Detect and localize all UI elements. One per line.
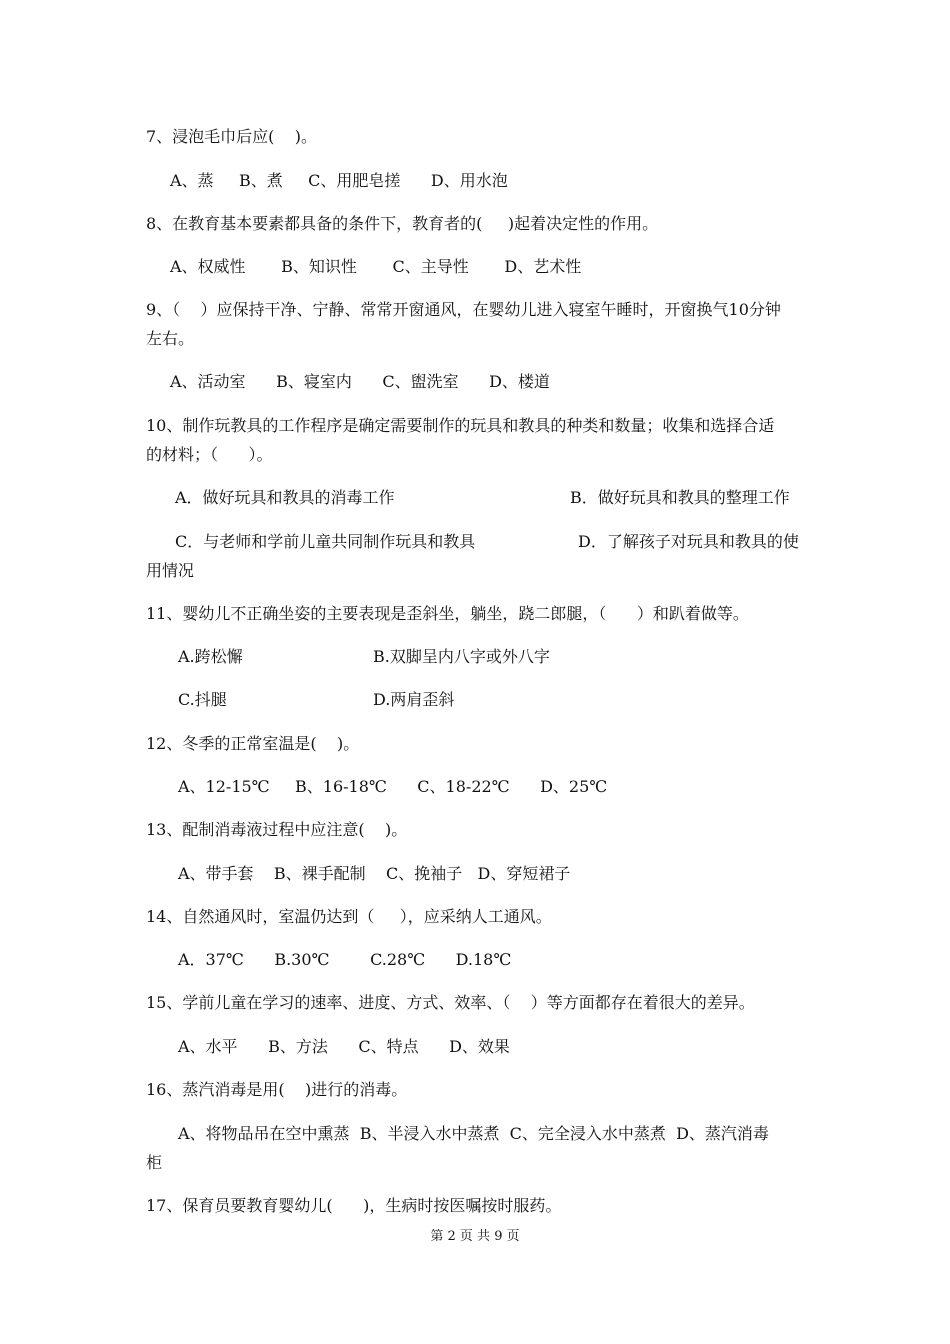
- question-14-options: A．37℃ B.30℃ C.28℃ D.18℃: [178, 950, 512, 969]
- question-12-stem: 12、冬季的正常室温是( )。: [146, 734, 360, 753]
- question-11-option-d: D.两肩歪斜: [373, 690, 455, 709]
- question-9-options: A、活动室 B、寝室内 C、盥洗室 D、楼道: [170, 372, 550, 391]
- question-17-stem: 17、保育员要教育婴幼儿( )，生病时按医嘱按时服药。: [146, 1196, 562, 1215]
- question-11-option-b: B.双脚呈内八字或外八字: [373, 647, 550, 666]
- question-15-options: A、水平 B、方法 C、特点 D、效果: [178, 1037, 510, 1056]
- question-10-stem-line1: 10、制作玩教具的工作程序是确定需要制作的玩具和教具的种类和数量；收集和选择合适: [146, 416, 775, 435]
- question-16-stem: 16、蒸汽消毒是用( )进行的消毒。: [146, 1080, 408, 1099]
- question-10-option-c: C．与老师和学前儿童共同制作玩具和教具: [175, 532, 476, 551]
- question-15-stem: 15、学前儿童在学习的速率、进度、方式、效率、（ ）等方面都存在着很大的差异。: [146, 993, 755, 1012]
- question-10-stem-line2: 的材料；（ ）。: [146, 445, 273, 464]
- question-7-stem: 7、浸泡毛巾后应( )。: [146, 127, 318, 146]
- question-13-stem: 13、配制消毒液过程中应注意( )。: [146, 820, 408, 839]
- question-11-option-c: C.抖腿: [178, 690, 227, 709]
- question-9-stem-line1: 9、（ ）应保持干净、宁静、常常开窗通风，在婴幼儿进入寝室午睡时，开窗换气10分钟: [146, 300, 781, 319]
- page-number-footer: 第 2 页 共 9 页: [430, 1229, 520, 1244]
- question-10-option-d-continued: 用情况: [146, 561, 195, 580]
- question-8-stem: 8、在教育基本要素都具备的条件下，教育者的( )起着决定性的作用。: [146, 214, 659, 233]
- question-16-options-line2: 柜: [146, 1153, 163, 1172]
- question-11-option-a: A.跨松懈: [178, 647, 243, 666]
- question-10-option-b: B．做好玩具和教具的整理工作: [570, 488, 790, 507]
- question-7-options: A、蒸 B、煮 C、用肥皂搓 D、用水泡: [170, 171, 508, 190]
- question-13-options: A、带手套 B、裸手配制 C、挽袖子 D、穿短裙子: [178, 864, 571, 883]
- question-10-option-a: A．做好玩具和教具的消毒工作: [175, 488, 395, 507]
- question-8-options: A、权威性 B、知识性 C、主导性 D、艺术性: [170, 257, 582, 276]
- question-9-stem-line2: 左右。: [146, 329, 195, 348]
- question-16-options-line1: A、将物品吊在空中熏蒸 B、半浸入水中蒸煮 C、完全浸入水中蒸煮 D、蒸汽消毒: [178, 1124, 769, 1143]
- question-11-stem: 11、婴幼儿不正确坐姿的主要表现是歪斜坐，躺坐，跷二郎腿，（ ）和趴着做等。: [146, 604, 749, 623]
- question-10-option-d: D．了解孩子对玩具和教具的使: [578, 532, 799, 551]
- question-12-options: A、12-15℃ B、16-18℃ C、18-22℃ D、25℃: [178, 777, 608, 796]
- question-14-stem: 14、自然通风时，室温仍达到（ ），应采纳人工通风。: [146, 907, 552, 926]
